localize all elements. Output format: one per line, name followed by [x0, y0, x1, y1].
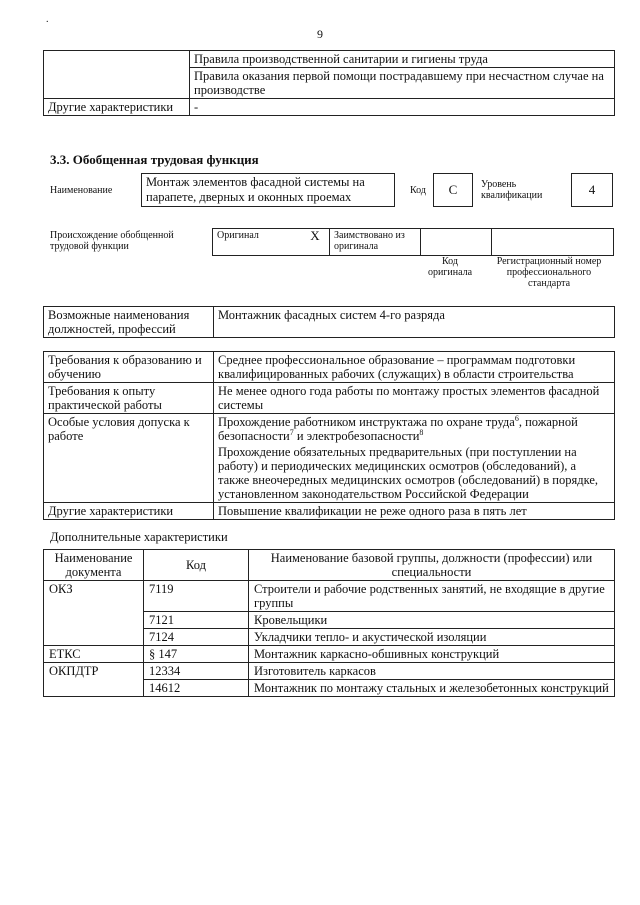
- table-row: [44, 629, 615, 646]
- table-cell: Строители и рабочие родственных занятий, не входящие в другие группы: [249, 581, 615, 612]
- table-cell: § 147: [144, 646, 249, 663]
- table-cell: ЕТКС: [44, 646, 144, 663]
- table-cell: 14612: [144, 680, 249, 697]
- table-row: [44, 663, 615, 680]
- table-cell: [44, 680, 144, 697]
- table-row: [44, 99, 615, 116]
- table-cell: Кровельщики: [249, 612, 615, 629]
- positions-table: [43, 306, 615, 338]
- original-mark: X: [301, 229, 330, 256]
- table-cell: ОКПДТР: [44, 663, 144, 680]
- table-cell: Укладчики тепло- и акустической изоляции: [249, 629, 615, 646]
- table-cell: 7124: [144, 629, 249, 646]
- reg-number-label: Регистрационный номер профессионального стандарта: [496, 256, 602, 289]
- table-row: [44, 307, 615, 338]
- header-code: Код: [144, 550, 249, 581]
- table-row: [44, 503, 615, 520]
- table-row: [44, 581, 615, 612]
- function-name-box: Монтаж элементов фасадной системы на парапете, дверных и оконных проемах: [141, 173, 395, 207]
- education-value: Среднее профессиональное образование – программам подготовки квалифицированных рабочих (служащих) в области строительства: [214, 352, 615, 383]
- special-value-line: Прохождение работником инструктажа по охране труда$^6$, пожарной безопасности$^7$ и электробезопасности$^8$: [218, 413, 578, 443]
- borrowed-label: Заимствовано из оригинала: [330, 229, 421, 256]
- table-row: [44, 680, 615, 697]
- table-cell: Другие характеристики: [44, 99, 190, 116]
- table-header-row: [44, 550, 615, 581]
- table-cell: 7119: [144, 581, 249, 612]
- table-row: [44, 352, 615, 383]
- table-row: [44, 612, 615, 629]
- top-table: [43, 50, 615, 116]
- section-title: 3.3. Обобщенная трудовая функция: [50, 152, 259, 167]
- table-cell: Правила оказания первой помощи пострадавшему при несчастном случае на производстве: [190, 68, 615, 99]
- code-label: Код: [410, 185, 426, 196]
- positions-label: Возможные наименования должностей, профессий: [44, 307, 214, 338]
- positions-value: Монтажник фасадных систем 4-го разряда: [214, 307, 615, 338]
- header-name: Наименование базовой группы, должности (профессии) или специальности: [249, 550, 615, 581]
- education-label: Требования к образованию и обучению: [44, 352, 214, 383]
- origin-table: [212, 228, 614, 256]
- level-label: Уровень квалификации: [481, 179, 543, 201]
- requirements-table: [43, 351, 615, 520]
- page-number: 9: [317, 27, 323, 41]
- experience-value: Не менее одного года работы по монтажу простых элементов фасадной системы: [214, 383, 615, 414]
- table-cell: 12334: [144, 663, 249, 680]
- other-value: Повышение квалификации не реже одного раза в пять лет: [214, 503, 615, 520]
- table-cell: 7121: [144, 612, 249, 629]
- level-box: 4: [571, 173, 613, 207]
- table-cell: [44, 612, 144, 629]
- table-cell: [44, 629, 144, 646]
- original-label: Оригинал: [213, 229, 302, 256]
- origin-label: Происхождение обобщенной трудовой функции: [50, 230, 174, 252]
- table-cell: [44, 68, 190, 99]
- table-cell: Монтажник по монтажу стальных и железобетонных конструкций: [249, 680, 615, 697]
- experience-label: Требования к опыту практической работы: [44, 383, 214, 414]
- table-row: [213, 229, 614, 256]
- scan-speck: .: [46, 14, 49, 25]
- code-original-label: Код оригинала: [427, 256, 473, 278]
- table-cell: Изготовитель каркасов: [249, 663, 615, 680]
- table-row: [44, 51, 615, 68]
- table-row: [44, 414, 615, 503]
- table-row: [44, 68, 615, 99]
- code-original-cell: [421, 229, 492, 256]
- name-label: Наименование: [50, 185, 113, 196]
- additional-table: [43, 549, 615, 697]
- table-cell: Монтажник каркасно-обшивных конструкций: [249, 646, 615, 663]
- special-value-line: Прохождение обязательных предварительных (при поступлении на работу) и периодических медицинских осмотров (обследований), а также внеочередных медицинских осмотров (обследований) в порядке, установленном законодательством Российской Федерации: [218, 445, 599, 501]
- additional-title: Дополнительные характеристики: [50, 530, 228, 544]
- table-row: [44, 646, 615, 663]
- table-row: [44, 383, 615, 414]
- table-cell: -: [190, 99, 615, 116]
- reg-number-cell: [492, 229, 614, 256]
- other-label: Другие характеристики: [44, 503, 214, 520]
- header-doc: Наименование документа: [44, 550, 144, 581]
- special-label: Особые условия допуска к работе: [44, 414, 214, 503]
- table-cell: [44, 51, 190, 68]
- table-cell: Правила производственной санитарии и гигиены труда: [190, 51, 615, 68]
- code-box: C: [433, 173, 473, 207]
- table-cell: ОКЗ: [44, 581, 144, 612]
- special-value: [214, 414, 615, 503]
